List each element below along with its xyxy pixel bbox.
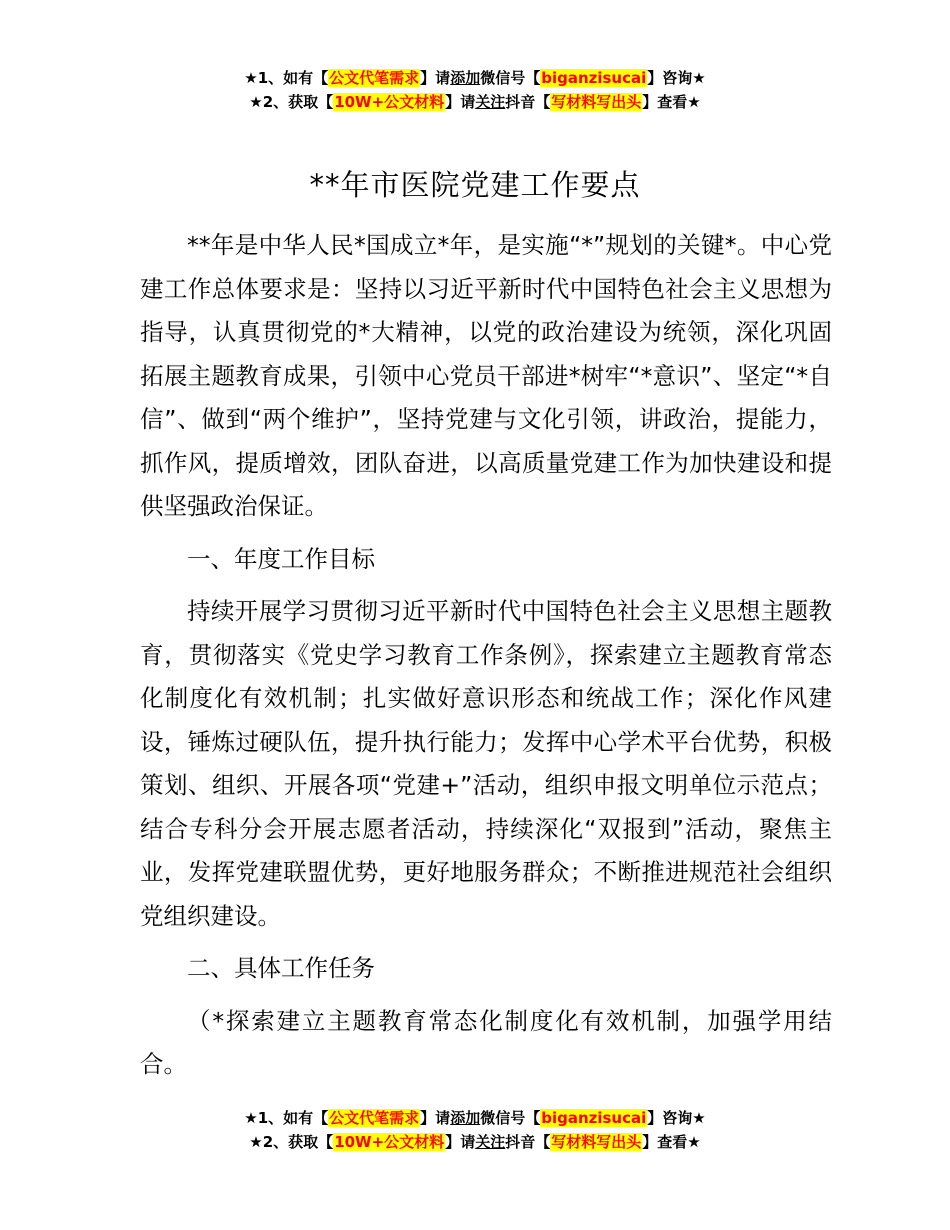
section-heading-2: 二、具体工作任务 [187,954,375,982]
intro-paragraph: **年是中华人民*国成立*年，是实施“*”规划的关键*。中心党建工作总体要求是：坚持以习近平新时代中国特色社会主义思想为指导，认真贯彻党的*大精神，以党的政治建设为统领，深化巩固拓展主题教育成果，引领中心党员干部进*树牢“*意识”、坚定“*自信”、做到“两个维护”，坚持党建与文化引领，讲政治，提能力，抓作风，提质增效，团队奋进，以高质量党建工作为加快建设和提供坚强政治保证。 [140,231,832,520]
banner-text: 】咨询★ [647,69,706,87]
banner-line-1 [0,1106,950,1130]
banner-text: 】查看★ [642,93,701,111]
banner-highlight: 10W+公文材料 [334,93,445,111]
banner-text: 抖音【 [505,93,551,111]
banner-text: 微信号【 [480,69,541,87]
banner-line-2 [0,1130,950,1154]
banner-text: 】咨询★ [647,1109,706,1127]
banner-highlight: biganzisucai [541,1109,647,1127]
banner-text: 】请 [420,1109,451,1127]
header-banner [0,66,950,114]
banner-line-2 [0,90,950,114]
banner-underlined-text: 添加 [450,69,481,87]
document-body [140,224,832,1087]
banner-text: 微信号【 [480,1109,541,1127]
banner-highlight: 10W+公文材料 [334,1133,445,1151]
banner-text: ★1、如有【 [244,1109,329,1127]
banner-text: ★1、如有【 [244,69,329,87]
banner-highlight: biganzisucai [541,69,647,87]
banner-highlight: 公文代笔需求 [329,1109,420,1127]
banner-underlined-text: 关注 [475,93,506,111]
banner-text: 】请 [420,69,451,87]
section-2-item-1: （*探索建立主题教育常态化制度化有效机制，加强学用结合。 [140,1006,832,1078]
document-title: **年市医院党建工作要点 [309,168,641,202]
section-1-paragraph: 持续开展学习贯彻习近平新时代中国特色社会主义思想主题教育，贯彻落实《党史学习教育工作条例》，探索建立主题教育常态化制度化有效机制；扎实做好意识形态和统战工作；深化作风建设，锤炼过硬队伍，提升执行能力；发挥中心学术平台优势，积极策划、组织、开展各项“党建+”活动，组织申报文明单位示范点；结合专科分会开展志愿者活动，持续深化“双报到”活动，聚焦主业，发挥党建联盟优势，更好地服务群众；不断推进规范社会组织党组织建设。 [140,597,832,930]
banner-text: 】查看★ [642,1133,701,1151]
banner-text: 】请 [445,1133,476,1151]
banner-highlight: 公文代笔需求 [329,69,420,87]
banner-line-1 [0,66,950,90]
banner-text: ★2、获取【 [249,93,334,111]
banner-underlined-text: 添加 [450,1109,481,1127]
banner-underlined-text: 关注 [475,1133,506,1151]
footer-banner [0,1106,950,1154]
banner-text: 】请 [445,93,476,111]
banner-highlight: 写材料写出头 [551,93,642,111]
banner-text: ★2、获取【 [249,1133,334,1151]
banner-text: 抖音【 [505,1133,551,1151]
banner-highlight: 写材料写出头 [551,1133,642,1151]
section-heading-1: 一、年度工作目标 [187,544,375,573]
